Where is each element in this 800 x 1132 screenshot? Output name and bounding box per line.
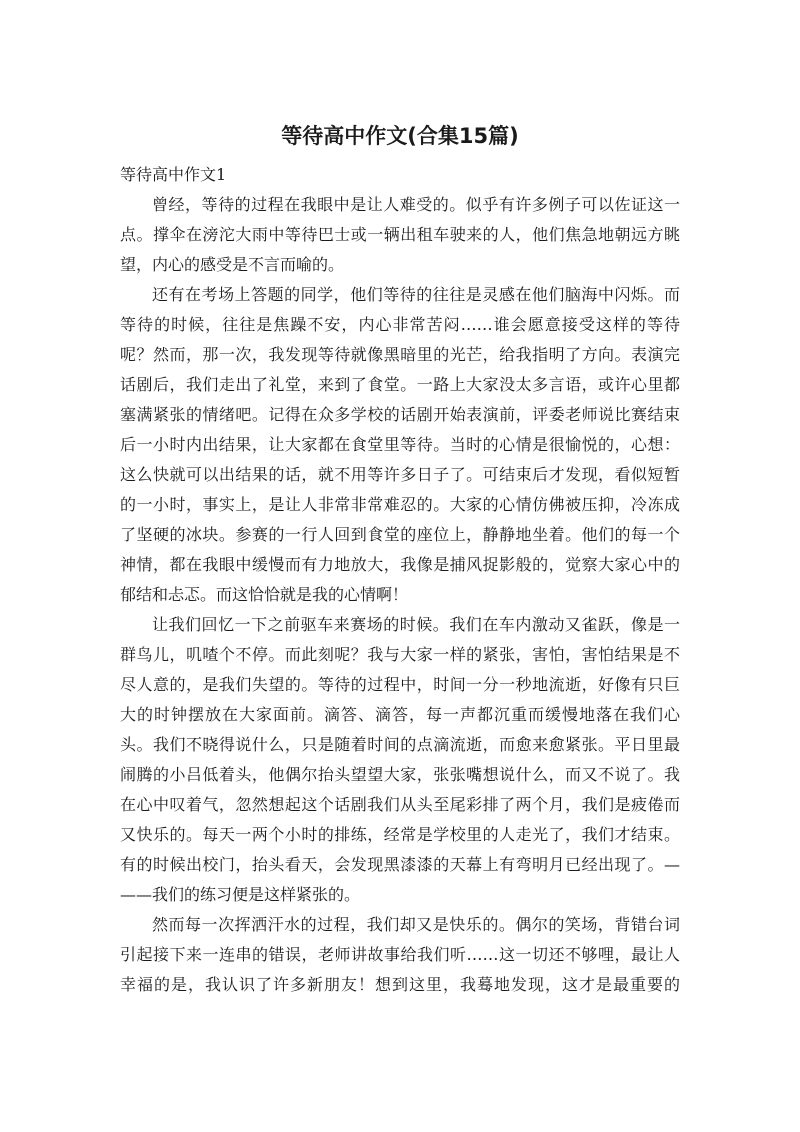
essay-subtitle: 等待高中作文1 [120,165,227,184]
body-line: 然而每一次挥洒汗水的过程，我们却又是快乐的。偶尔的笑场，背错台词 [152,915,680,934]
body-line: 大的时钟摆放在大家面前。滴答、滴答，每一声都沉重而缓慢地落在我们心 [120,705,680,724]
essay-body [120,190,680,1000]
body-line: 后一小时内出结果，让大家都在食堂里等待。当时的心情是很愉悦的，心想： [120,435,680,454]
body-line: 有的时候出校门，抬头看天，会发现黑漆漆的天幕上有弯明月已经出现了。— [120,855,680,874]
body-line: 点。撑伞在滂沱大雨中等待巴士或一辆出租车驶来的人，他们焦急地朝远方眺 [120,225,680,244]
body-line: 曾经，等待的过程在我眼中是让人难受的。似乎有许多例子可以佐证这一 [152,195,680,214]
body-line: 望，内心的感受是不言而喻的。 [120,255,345,274]
body-line: 的一小时，事实上，是让人非常非常难忍的。大家的心情仿佛被压抑，冷冻成 [120,495,680,514]
body-line: 神情，都在我眼中缓慢而有力地放大，我像是捕风捉影般的，觉察大家心中的 [120,555,680,574]
body-line: 等待的时候，往往是焦躁不安，内心非常苦闷……谁会愿意接受这样的等待 [120,315,680,334]
body-line: 让我们回忆一下之前驱车来赛场的时候。我们在车内激动又雀跃，像是一 [152,615,680,634]
body-line: 这么快就可以出结果的话，就不用等许多日子了。可结束后才发现，看似短暂 [120,465,680,484]
body-line: ——我们的练习便是这样紧张的。 [120,885,361,904]
body-line: 郁结和忐忑。而这恰恰就是我的心情啊！ [120,585,409,604]
body-line: 话剧后，我们走出了礼堂，来到了食堂。一路上大家没太多言语，或许心里都 [120,375,680,394]
document-title: 等待高中作文(合集15篇) [281,124,519,148]
body-line: 闹腾的小吕低着头，他偶尔抬头望望大家，张张嘴想说什么，而又不说了。我 [120,765,680,784]
body-line: 引起接下来一连串的错误，老师讲故事给我们听……这一切还不够哩，最让人 [120,945,680,964]
body-line: 群鸟儿，叽喳个不停。而此刻呢？我与大家一样的紧张，害怕，害怕结果是不 [120,645,680,664]
body-line: 头。我们不晓得说什么，只是随着时间的点滴流逝，而愈来愈紧张。平日里最 [120,735,680,754]
body-line: 又快乐的。每天一两个小时的排练，经常是学校里的人走光了，我们才结束。 [120,825,680,844]
body-line: 呢？然而，那一次，我发现等待就像黑暗里的光芒，给我指明了方向。表演完 [120,345,680,364]
body-line: 塞满紧张的情绪吧。记得在众多学校的话剧开始表演前，评委老师说比赛结束 [120,405,680,424]
body-line: 在心中叹着气，忽然想起这个话剧我们从头至尾彩排了两个月，我们是疲倦而 [120,795,680,814]
body-line: 了坚硬的冰块。参赛的一行人回到食堂的座位上，静静地坐着。他们的每一个 [120,525,680,544]
body-line: 还有在考场上答题的同学，他们等待的往往是灵感在他们脑海中闪烁。而 [152,285,680,304]
body-line: 尽人意的，是我们失望的。等待的过程中，时间一分一秒地流逝，好像有只巨 [120,675,680,694]
body-line: 幸福的是，我认识了许多新朋友！想到这里，我蓦地发现，这才是最重要的 [120,975,680,994]
